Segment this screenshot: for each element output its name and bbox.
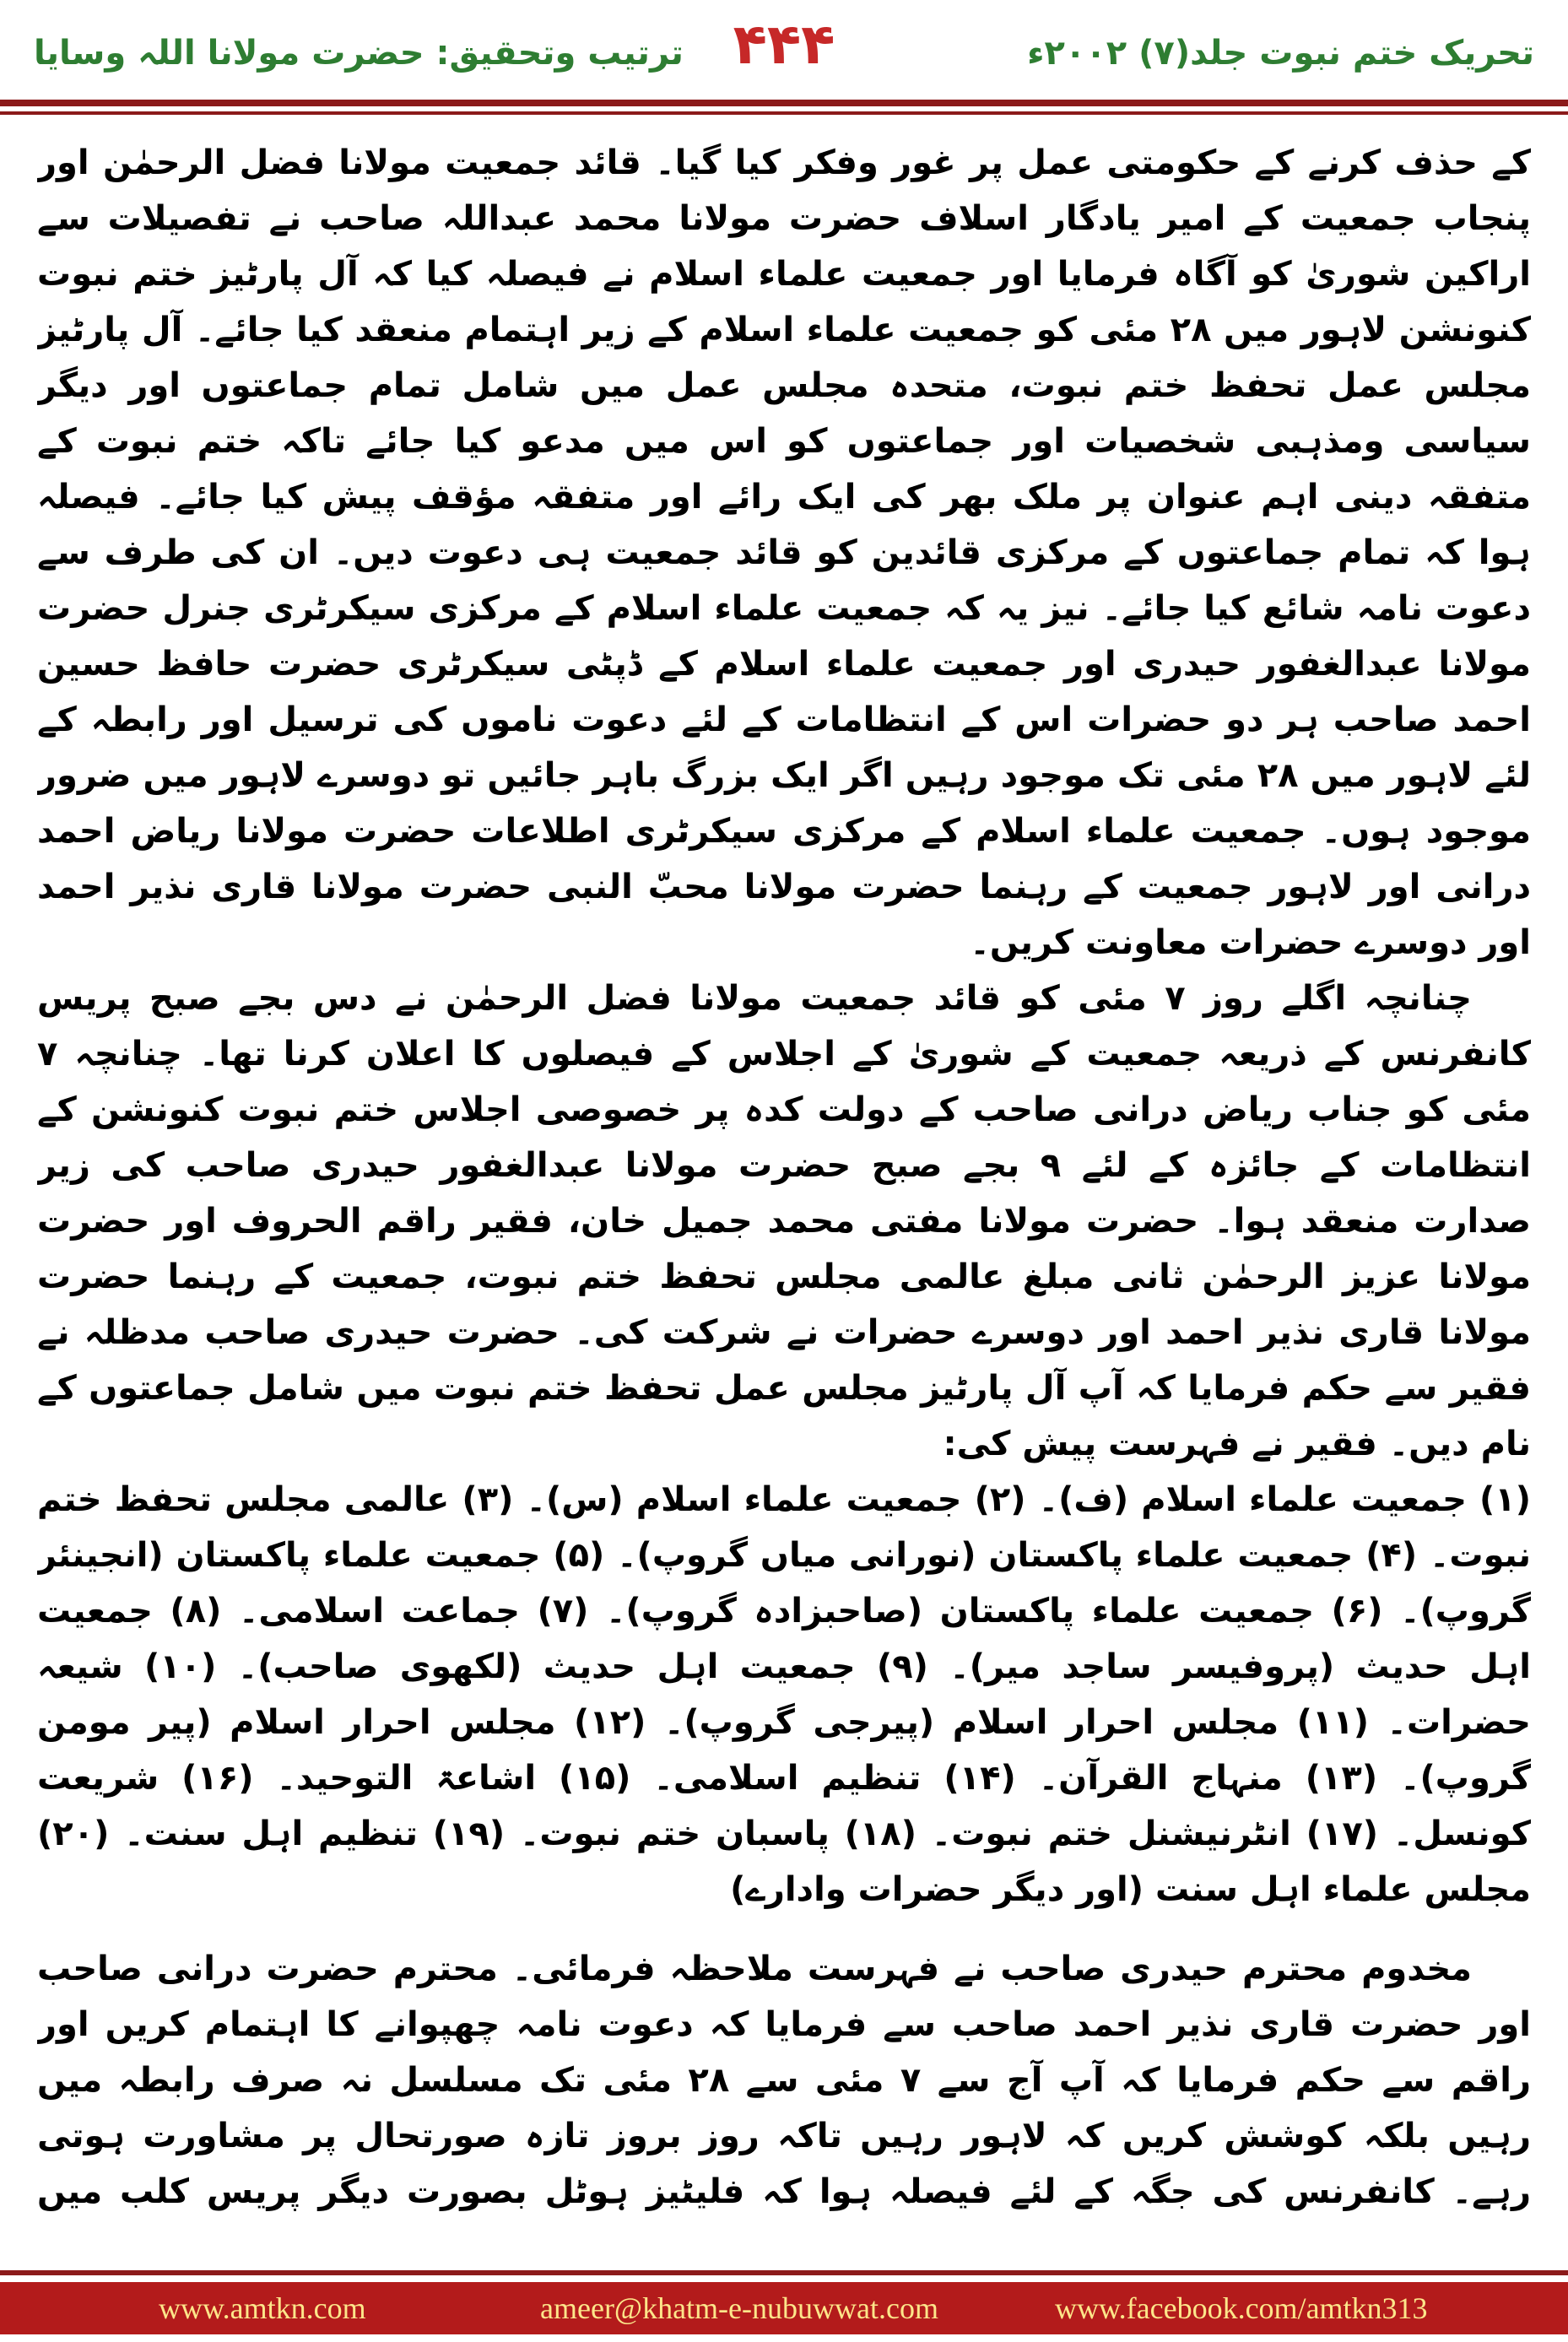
organizations-list: (۱) جمعیت علماء اسلام (ف)۔ (۲) جمعیت علماء اسلام (س)۔ (۳) عالمی مجلس تحفظ ختم نبوت۔ (۴) جمعیت علماء پاکستان (نورانی میاں گروپ)۔ (۵) جمعیت علماء پاکستان (انجینئر گروپ)۔ (۶) جمعیت علماء پاکستان (صاحبزادہ گروپ)۔ (۷) جماعت اسلامی۔ (۸) جمعیت اہل حدیث (پروفیسر ساجد میر)۔ (۹) جمعیت اہل حدیث (لکھوی صاحب)۔ (۱۰) شیعہ حضرات۔ (۱۱) مجلس احرار اسلام (پیرجی گروپ)۔ (۱۲) مجلس احرار اسلام (پیر مومن گروپ)۔ (۱۳) منہاج القرآن۔ (۱۴) تنظیم اسلامی۔ (۱۵) اشاعۃ التوحید۔ (۱۶) شریعت کونسل۔ (۱۷) انٹرنیشنل ختم نبوت۔ (۱۸) پاسبان ختم نبوت۔ (۱۹) تنظیم اہل سنت۔ (۲۰) مجلس علماء اہل سنت (اور دیگر حضرات وادارے) bbox=[37, 1480, 1531, 1909]
paragraph-3: مخدوم محترم حیدری صاحب نے فہرست ملاحظہ فرمائی۔ محترم حضرت درانی صاحب اور حضرت قاری نذیر احمد صاحب سے فرمایا کہ دعوت نامہ چھپوانے کا اہتمام کریں اور راقم سے حکم فرمایا کہ آپ آج سے ۷ مئی سے ۲۸ مئی تک مسلسل نہ صرف رابطہ میں رہیں بلکہ کوشش کریں کہ لاہور رہیں تاکہ روز بروز تازہ صورتحال پر مشاورت ہوتی رہے۔ کانفرنس کی جگہ کے لئے فیصلہ ہوا کہ فلیٹیز ہوٹل بصورت دیگر پریس کلب میں bbox=[37, 1950, 1531, 2211]
compiler-credit: ترتیب وتحقیق: حضرت مولانا اللہ وسایا bbox=[34, 34, 684, 73]
book-title: تحریک ختم نبوت جلد(۷) ۲۰۰۲ء bbox=[1027, 34, 1534, 73]
page-header bbox=[0, 0, 1568, 127]
website-link[interactable]: www.amtkn.com bbox=[159, 2291, 366, 2325]
email-link[interactable]: ameer@khatm-e-nubuwwat.com bbox=[540, 2291, 938, 2325]
paragraph-1: کے حذف کرنے کے حکومتی عمل پر غور وفکر کیا گیا۔ قائد جمعیت مولانا فضل الرحمٰن اور پنجاب جمعیت کے امیر یادگار اسلاف حضرت مولانا محمد عبداللہ صاحب نے تفصیلات سے اراکین شوریٰ کو آگاہ فرمایا اور جمعیت علماء اسلام نے فیصلہ کیا کہ آل پارٹیز ختم نبوت کنونشن لاہور میں ۲۸ مئی کو جمعیت علماء اسلام کے زیر اہتمام منعقد کیا جائے۔ آل پارٹیز مجلس عمل تحفظ ختم نبوت، متحدہ مجلس عمل میں شامل تمام جماعتوں اور دیگر سیاسی ومذہبی شخصیات اور جماعتوں کو اس میں مدعو کیا جائے تاکہ ختم نبوت کے متفقہ دینی اہم عنوان پر ملک بھر کی ایک رائے اور متفقہ مؤقف پیش کیا جائے۔ فیصلہ ہوا کہ تمام جماعتوں کے مرکزی قائدین کو قائد جمعیت ہی دعوت دیں۔ ان کی طرف سے دعوت نامہ شائع کیا جائے۔ نیز یہ کہ جمعیت علماء اسلام کے مرکزی سیکرٹری جنرل حضرت مولانا عبدالغفور حیدری اور جمعیت علماء اسلام کے ڈپٹی سیکرٹری حضرت حافظ حسین احمد صاحب ہر دو حضرات اس کے انتظامات کے لئے دعوت ناموں کی ترسیل اور رابطہ کے لئے لاہور میں ۲۸ مئی تک موجود رہیں اگر ایک بزرگ باہر جائیں تو دوسرے لاہور میں ضرور موجود ہوں۔ جمعیت علماء اسلام کے مرکزی سیکرٹری اطلاعات حضرت مولانا ریاض احمد درانی اور لاہور جمعیت کے رہنما حضرت مولانا محبّ النبی حضرت مولانا قاری نذیر احمد اور دوسرے حضرات معاونت کریں۔ bbox=[37, 143, 1531, 962]
paragraph-2: چنانچہ اگلے روز ۷ مئی کو قائد جمعیت مولانا فضل الرحمٰن نے دس بجے صبح پریس کانفرنس کے ذریعہ جمعیت کے شوریٰ کے اجلاس کے فیصلوں کا اعلان کرنا تھا۔ چنانچہ ۷ مئی کو جناب ریاض درانی صاحب کے دولت کدہ پر خصوصی اجلاس ختم نبوت کنونشن کے انتظامات کے جائزہ کے لئے ۹ بجے صبح حضرت مولانا عبدالغفور حیدری صاحب کی زیر صدارت منعقد ہوا۔ حضرت مولانا مفتی محمد جمیل خان، فقیر راقم الحروف اور حضرت مولانا عزیز الرحمٰن ثانی مبلغ عالمی مجلس تحفظ ختم نبوت، جمعیت کے رہنما حضرت مولانا قاری نذیر احمد اور دوسرے حضرات نے شرکت کی۔ حضرت حیدری صاحب مدظلہ نے فقیر سے حکم فرمایا کہ آپ آل پارٹیز مجلس عمل تحفظ ختم نبوت میں شامل جماعتوں کے نام دیں۔ فقیر نے فہرست پیش کی: bbox=[37, 979, 1531, 1463]
page-footer bbox=[0, 2270, 1568, 2342]
page-body bbox=[37, 135, 1531, 2211]
facebook-link[interactable]: www.facebook.com/amtkn313 bbox=[1055, 2291, 1428, 2325]
page-number: ۴۴۴ bbox=[733, 12, 835, 77]
footer-divider bbox=[0, 2270, 1568, 2275]
paragraph-gap bbox=[37, 1917, 1531, 1941]
header-divider-thin bbox=[0, 111, 1568, 115]
header-divider-thick bbox=[0, 100, 1568, 106]
